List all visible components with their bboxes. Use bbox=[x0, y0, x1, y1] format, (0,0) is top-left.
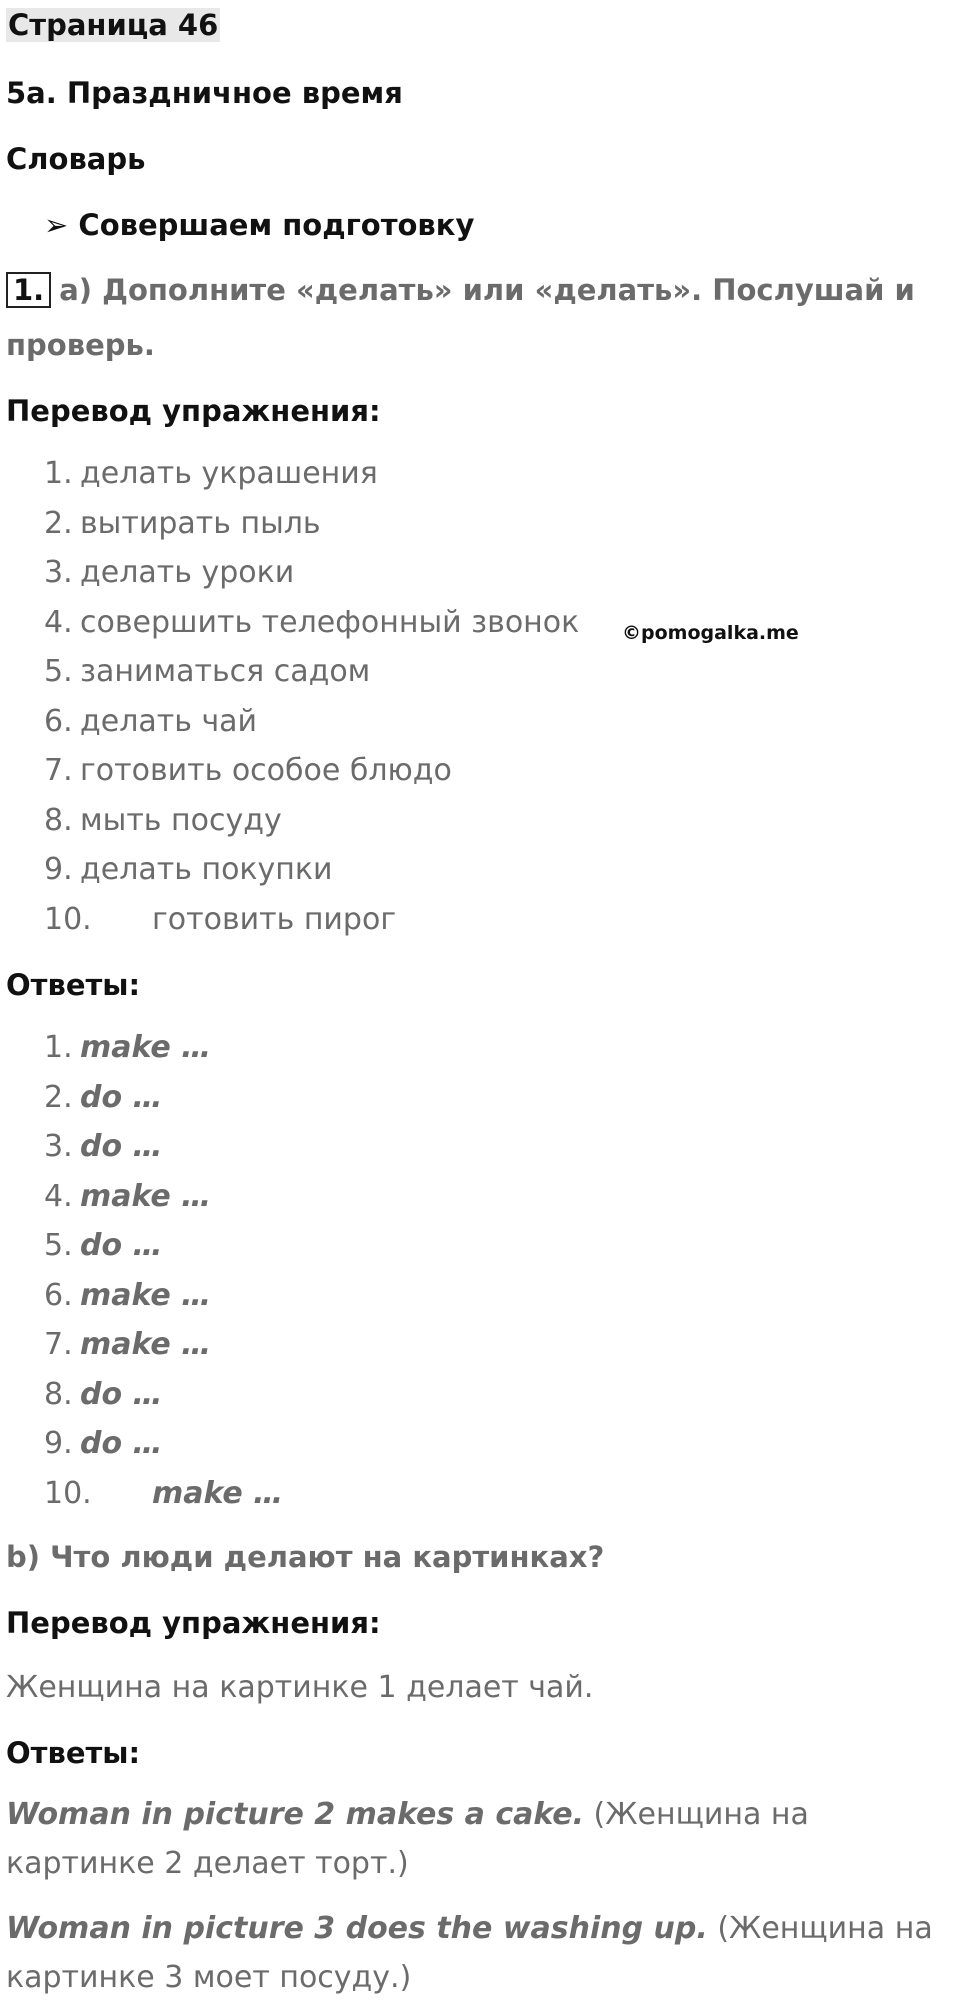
item-number: 3. bbox=[44, 1129, 73, 1164]
item-number: 8. bbox=[44, 802, 73, 838]
item-number: 4. bbox=[44, 604, 73, 640]
answer-item bbox=[44, 1030, 211, 1065]
item-text: мыть посуду bbox=[80, 802, 282, 838]
item-text: делать покупки bbox=[80, 852, 333, 887]
page-title: Страница 46 bbox=[8, 8, 219, 42]
answer-item bbox=[44, 1080, 163, 1115]
item-text: готовить особое блюдо bbox=[80, 753, 452, 788]
task-b: b) Что люди делают на картинках? bbox=[6, 1540, 605, 1574]
item-number: 6. bbox=[44, 1277, 73, 1313]
answer-item bbox=[44, 1278, 211, 1313]
answer-item bbox=[44, 1377, 163, 1412]
item-text: do … bbox=[80, 1079, 163, 1115]
answer-b1-en: Woman in picture 2 makes a cake. bbox=[6, 1797, 584, 1832]
answer-b2 bbox=[6, 1904, 936, 2002]
item-text: make … bbox=[80, 1277, 212, 1313]
answer-b1-ru: (Женщина на картинке 2 делает торт.) bbox=[6, 1797, 809, 1881]
item-text: вытирать пыль bbox=[80, 505, 321, 541]
item-number: 2. bbox=[44, 1079, 73, 1115]
translation-heading: Перевод упражнения: bbox=[6, 394, 381, 428]
item-number: 1. bbox=[44, 1030, 73, 1065]
item-number: 2. bbox=[44, 505, 73, 541]
item-number: 6. bbox=[44, 703, 73, 739]
item-number: 8. bbox=[44, 1376, 73, 1412]
item-number: 9. bbox=[44, 1426, 73, 1461]
item-text: do … bbox=[80, 1426, 163, 1461]
translation-item bbox=[44, 654, 370, 689]
item-text: совершить телефонный звонок bbox=[80, 604, 580, 640]
item-text: делать украшения bbox=[80, 456, 378, 491]
answer-item bbox=[44, 1327, 211, 1362]
translation-item bbox=[44, 753, 452, 788]
item-number: 5. bbox=[44, 654, 73, 689]
answer-item bbox=[44, 1228, 163, 1263]
item-number: 4. bbox=[44, 1178, 73, 1214]
item-text: делать уроки bbox=[80, 555, 295, 590]
translation-b-text: Женщина на картинке 1 делает чай. bbox=[6, 1670, 594, 1705]
item-text: make … bbox=[80, 1327, 212, 1362]
answer-b2-en: Woman in picture 3 does the washing up. bbox=[6, 1911, 708, 1946]
watermark: ©pomogalka.me bbox=[622, 622, 799, 644]
item-text: do … bbox=[80, 1228, 163, 1263]
answer-b2-ru: (Женщина на картинке 3 моет посуду.) bbox=[6, 1911, 933, 1995]
translation-item bbox=[44, 704, 257, 739]
translation-item bbox=[44, 555, 294, 590]
item-text: готовить пирог bbox=[152, 901, 397, 937]
item-text: do … bbox=[80, 1376, 163, 1412]
item-text: do … bbox=[80, 1129, 163, 1164]
item-number: 7. bbox=[44, 1327, 73, 1362]
item-number: 5. bbox=[44, 1228, 73, 1263]
item-number: 1. bbox=[44, 456, 73, 491]
item-text: делать чай bbox=[80, 703, 258, 739]
lesson-title: 5a. Праздничное время bbox=[6, 76, 403, 110]
task-1-line1 bbox=[6, 272, 915, 308]
arrow-bullet-icon: ➢ bbox=[44, 208, 69, 242]
subsection-heading bbox=[44, 208, 474, 242]
task-text: a) Дополните «делать» или «делать». Послушай и bbox=[59, 273, 915, 307]
answer-item bbox=[44, 1426, 163, 1461]
translation-item bbox=[44, 506, 321, 541]
answers-heading-b: Ответы: bbox=[6, 1736, 141, 1770]
answers-heading: Ответы: bbox=[6, 968, 141, 1002]
item-number: 9. bbox=[44, 852, 73, 887]
answer-b1 bbox=[6, 1790, 936, 1888]
translation-heading-b: Перевод упражнения: bbox=[6, 1606, 381, 1640]
translation-item bbox=[44, 852, 333, 887]
translation-item bbox=[44, 605, 579, 640]
item-text: заниматься садом bbox=[80, 654, 371, 689]
subsection-title: Совершаем подготовку bbox=[78, 208, 475, 242]
answer-item bbox=[44, 1476, 283, 1511]
task-1-line2: проверь. bbox=[6, 328, 155, 362]
item-text: make … bbox=[152, 1475, 284, 1511]
translation-item bbox=[44, 456, 378, 491]
section-title: Словарь bbox=[6, 142, 146, 176]
translation-item bbox=[44, 902, 396, 937]
item-number: 10. bbox=[44, 901, 92, 937]
item-number: 7. bbox=[44, 753, 73, 788]
item-text: make … bbox=[80, 1030, 212, 1065]
item-number: 10. bbox=[44, 1475, 92, 1511]
task-number-box: 1. bbox=[6, 272, 51, 308]
item-number: 3. bbox=[44, 555, 73, 590]
answer-item bbox=[44, 1129, 163, 1164]
item-text: make … bbox=[80, 1178, 212, 1214]
answer-item bbox=[44, 1179, 211, 1214]
translation-item bbox=[44, 803, 282, 838]
